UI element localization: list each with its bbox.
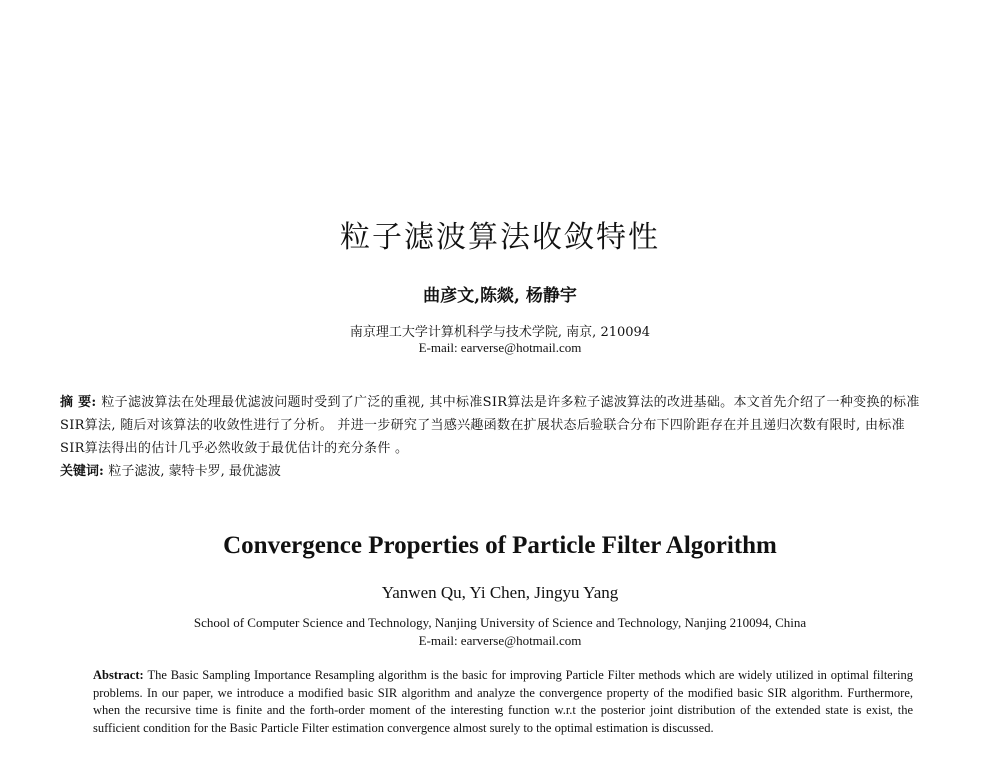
chinese-title: 粒子滤波算法收敛特性 (340, 220, 660, 255)
english-affiliation: School of Computer Science and Technology, Nanjing University of Science and Technology, Nanjing 210094, China (193, 615, 807, 630)
chinese-email: E-mail: earverse@hotmail.com (418, 340, 582, 355)
chinese-keywords-label: 关键词: (60, 464, 109, 479)
chinese-keywords-text: 粒子滤波, 蒙特卡罗, 最优滤波 (108, 464, 281, 479)
chinese-affiliation: 南京理工大学计算机科学与技术学院, 南京, 210094 (349, 325, 651, 340)
english-title: Convergence Properties of Particle Filter Algorithm (223, 532, 777, 559)
english-abstract-text: The Basic Sampling Importance Resampling algorithm is the basic for improving Particle Filter methods which are widely utilized in optimal filtering problems. In our paper, we introduce a modified basic SIR algorithm and analyze the convergence property of the modified basic SIR algorithm. Furthermore, when the recursive time is finite and the forth-order moment of the interesting function w.r.t the posterior joint distribution of the extended state is exist, the sufficient condition for the Basic Particle Filter estimation convergence almost surely to the optimal estimation is discussed. (93, 668, 913, 735)
chinese-abstract (60, 391, 928, 460)
english-email: E-mail: earverse@hotmail.com (418, 633, 582, 648)
chinese-abstract-label: 摘 要: (60, 395, 102, 410)
english-abstract-label: Abstract: (93, 668, 148, 682)
chinese-abstract-text: 粒子滤波算法在处理最优滤波问题时受到了广泛的重视, 其中标准SIR算法是许多粒子滤波算法的改进基础。本文首先介绍了一种变换的标准SIR算法, 随后对该算法的收敛性进行了分析。 并进一步研究了当感兴趣函数在扩展状态后验联合分布下四阶距存在并且递归次数有限时, 由标准SIR算法得出的估计几乎必然收敛于最优估计的充分条件 。 (60, 395, 920, 456)
chinese-authors: 曲彦文,陈燚, 杨静宇 (423, 286, 577, 306)
english-authors: Yanwen Qu, Yi Chen, Jingyu Yang (381, 583, 619, 602)
english-abstract (93, 667, 913, 737)
chinese-keywords (60, 460, 928, 483)
